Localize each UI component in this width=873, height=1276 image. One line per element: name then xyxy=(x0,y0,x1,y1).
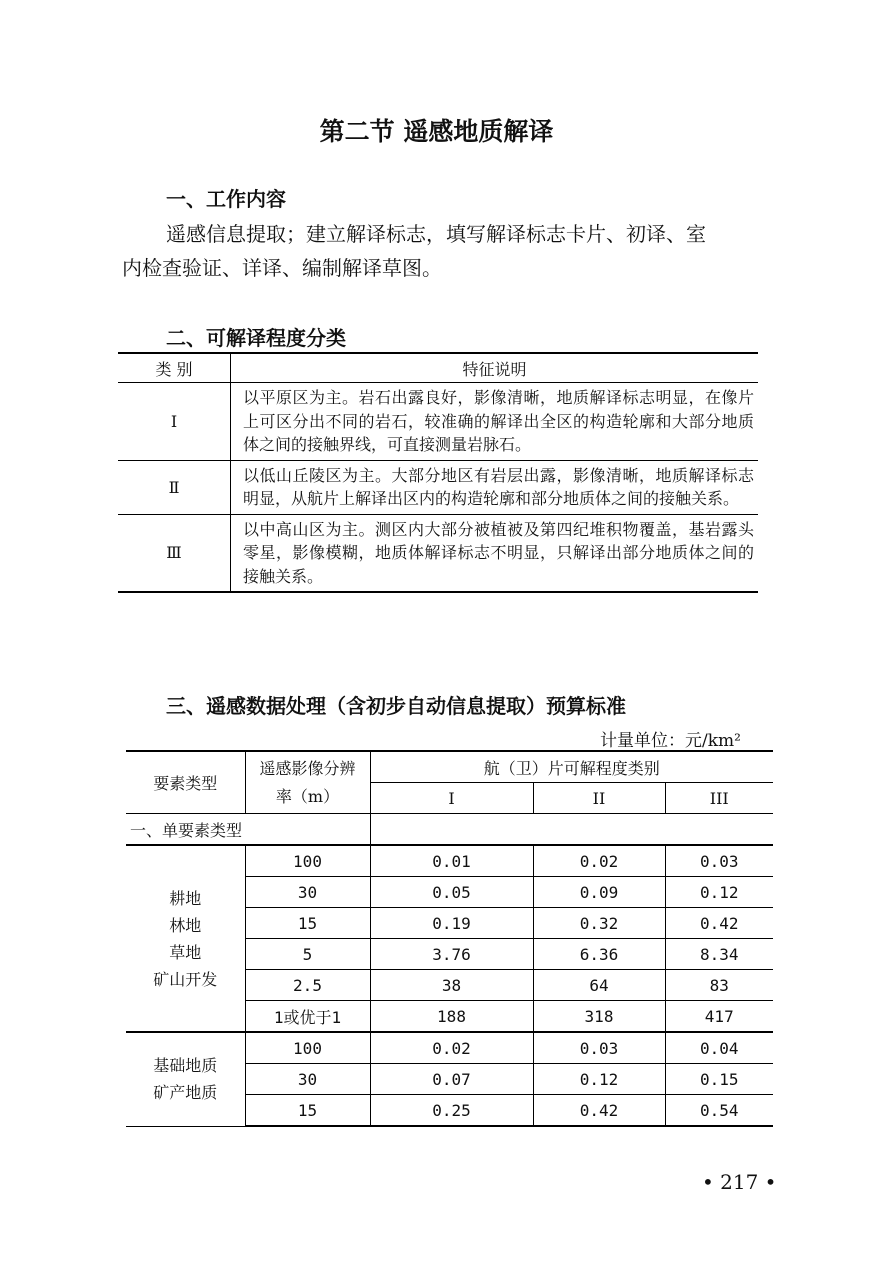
resolution-cell: 100 xyxy=(245,1032,370,1064)
grade1-cell: 0.01 xyxy=(370,845,533,877)
table-row xyxy=(126,845,773,877)
grade1-cell: 38 xyxy=(370,970,533,1001)
resolution-cell: 30 xyxy=(245,1064,370,1095)
table1-header-category: 类 别 xyxy=(118,353,231,383)
resolution-cell: 15 xyxy=(245,1095,370,1127)
table1-desc: 以低山丘陵区为主。大部分地区有岩层出露，影像清晰，地质解译标志明显，从航片上解译出区内的构造轮廓和部分地质体之间的接触关系。 xyxy=(231,460,759,514)
group-label: 耕地 林地 草地 矿山开发 xyxy=(126,845,245,1032)
grade3-cell: 0.12 xyxy=(665,877,773,908)
grade3-cell: 0.04 xyxy=(665,1032,773,1064)
grade2-cell: 0.02 xyxy=(533,845,665,877)
table1-desc: 以平原区为主。岩石出露良好，影像清晰，地质解译标志明显，在像片上可区分出不同的岩石，较准确的解译出全区的构造轮廓和大部分地质体之间的接触界线，可直接测量岩脉石。 xyxy=(231,383,759,461)
header-grade-1: I xyxy=(370,783,533,814)
grade2-cell: 0.42 xyxy=(533,1095,665,1127)
group2-body xyxy=(126,1032,773,1126)
grade1-cell: 0.07 xyxy=(370,1064,533,1095)
grade2-cell: 0.09 xyxy=(533,877,665,908)
grade3-cell: 0.15 xyxy=(665,1064,773,1095)
resolution-cell: 5 xyxy=(245,939,370,970)
table1-category: Ⅱ xyxy=(118,460,231,514)
grade3-cell: 8.34 xyxy=(665,939,773,970)
grade3-cell: 0.54 xyxy=(665,1095,773,1127)
table1-header-desc: 特征说明 xyxy=(231,353,759,383)
grade1-cell: 0.19 xyxy=(370,908,533,939)
grade3-cell: 0.03 xyxy=(665,845,773,877)
group-label: 基础地质 矿产地质 xyxy=(126,1032,245,1126)
grade3-cell: 0.42 xyxy=(665,908,773,939)
paragraph-line-2: 内检查验证、详译、编制解译草图。 xyxy=(122,256,442,280)
unit-label: 计量单位：元/km² xyxy=(600,731,741,751)
grade1-cell: 188 xyxy=(370,1001,533,1033)
header-resolution: 遥感影像分辨率（m） xyxy=(245,751,370,814)
grade2-cell: 0.12 xyxy=(533,1064,665,1095)
heading-interpretability: 二、可解译程度分类 xyxy=(166,326,346,350)
section-single-element: 一、单要素类型 xyxy=(126,814,370,846)
header-grade: 航（卫）片可解程度类别 xyxy=(370,751,773,783)
grade1-cell: 3.76 xyxy=(370,939,533,970)
table1-desc: 以中高山区为主。测区内大部分被植被及第四纪堆积物覆盖，基岩露头零星，影像模糊，地质体解译标志不明显，只解译出部分地质体之间的接触关系。 xyxy=(231,514,759,592)
paragraph-line-1: 遥感信息提取；建立解译标志，填写解译标志卡片、初译、室 xyxy=(166,222,706,246)
resolution-cell: 30 xyxy=(245,877,370,908)
grade2-cell: 0.03 xyxy=(533,1032,665,1064)
resolution-cell: 2.5 xyxy=(245,970,370,1001)
grade2-cell: 318 xyxy=(533,1001,665,1033)
section-title: 第二节 遥感地质解译 xyxy=(319,117,554,146)
grade2-cell: 6.36 xyxy=(533,939,665,970)
heading-budget: 三、遥感数据处理（含初步自动信息提取）预算标准 xyxy=(166,694,626,718)
grade1-cell: 0.05 xyxy=(370,877,533,908)
header-grade-2: II xyxy=(533,783,665,814)
page-number: • 217 • xyxy=(702,1170,777,1194)
grade1-cell: 0.25 xyxy=(370,1095,533,1127)
group1-body xyxy=(126,845,773,1032)
grade3-cell: 83 xyxy=(665,970,773,1001)
header-element-type: 要素类型 xyxy=(126,751,245,814)
interpretability-table xyxy=(118,352,758,593)
section-empty-cell xyxy=(370,814,773,846)
resolution-cell: 15 xyxy=(245,908,370,939)
table1-category: Ⅲ xyxy=(118,514,231,592)
resolution-cell: 1或优于1 xyxy=(245,1001,370,1033)
budget-table xyxy=(126,750,773,1127)
grade2-cell: 0.32 xyxy=(533,908,665,939)
resolution-cell: 100 xyxy=(245,845,370,877)
table1-category: Ⅰ xyxy=(118,383,231,461)
heading-work-content: 一、工作内容 xyxy=(166,187,286,211)
table-row xyxy=(126,1032,773,1064)
grade2-cell: 64 xyxy=(533,970,665,1001)
header-grade-3: III xyxy=(665,783,773,814)
grade1-cell: 0.02 xyxy=(370,1032,533,1064)
grade3-cell: 417 xyxy=(665,1001,773,1033)
